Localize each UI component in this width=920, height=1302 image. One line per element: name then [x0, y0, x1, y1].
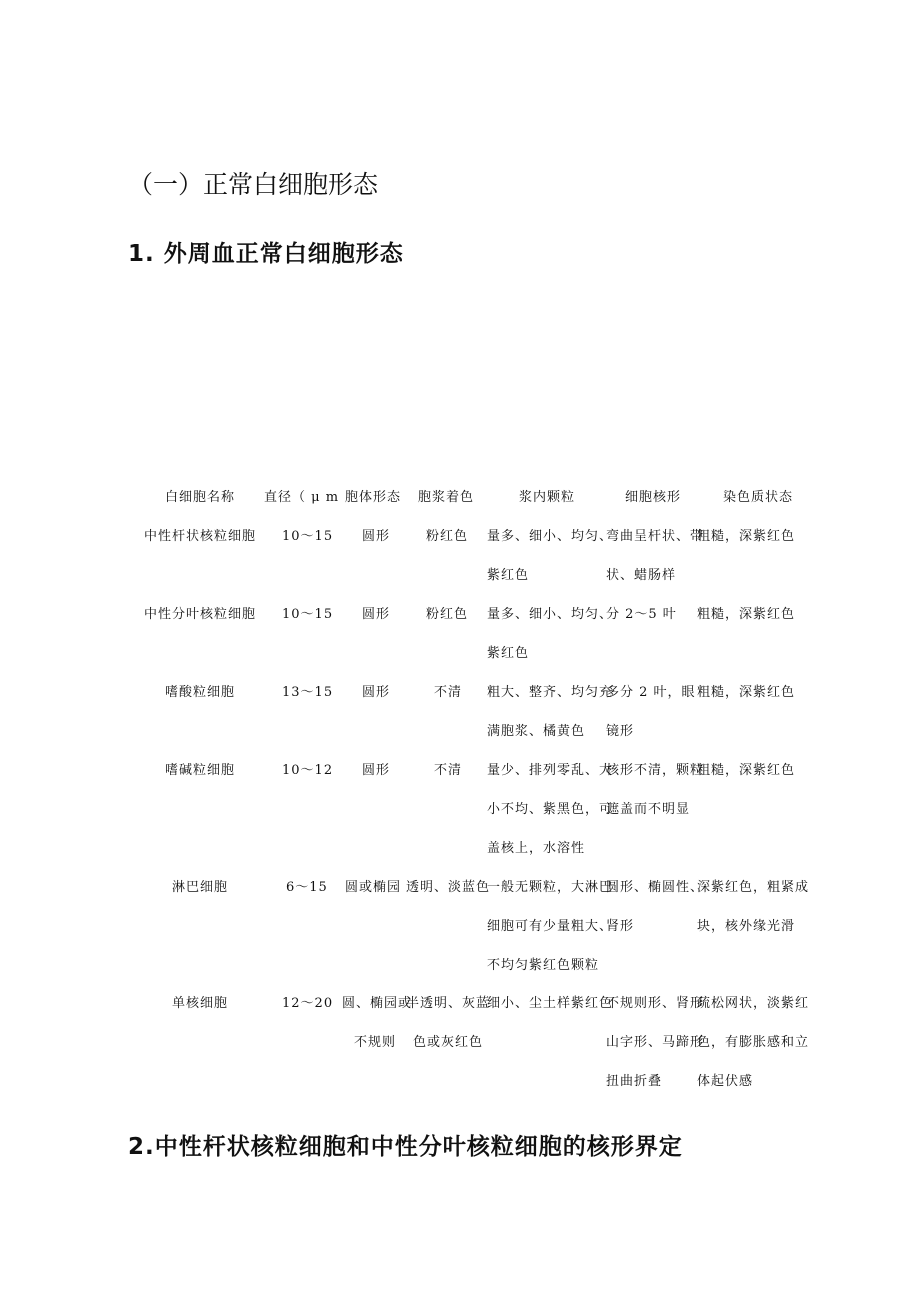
- cell-nucleus: 遮盖而不明显: [606, 802, 691, 817]
- cell-chromatin: 粗糙，深紫红色: [697, 685, 796, 700]
- cell-nucleus: 状、蜡肠样: [606, 568, 677, 583]
- cell-shape: 圆形: [362, 529, 391, 544]
- cell-nucleus: 分 2～5 叶: [606, 607, 677, 622]
- cell-chromatin: 色，有膨胀感和立: [697, 1035, 810, 1050]
- cell-chromatin: 疏松网状，淡紫红: [697, 996, 810, 1011]
- cell-nucleus: 扭曲折叠: [606, 1074, 663, 1089]
- cell-nucleus: 不规则形、肾形: [606, 996, 705, 1011]
- section-heading-2: 2.中性杆状核粒细胞和中性分叶核粒细胞的核形界定: [128, 1134, 683, 1160]
- cell-granules: 量多、细小、均匀、: [487, 529, 614, 544]
- cell-name: 单核细胞: [172, 996, 229, 1011]
- cell-granules: 紫红色: [487, 568, 530, 583]
- cell-granules: 粗大、整齐、均匀充: [487, 685, 614, 700]
- cell-nucleus: 多分 2 叶，眼: [606, 685, 696, 700]
- cell-nucleus: 肾形: [606, 919, 635, 934]
- cell-chromatin: 粗糙，深紫红色: [697, 763, 796, 778]
- cell-name: 中性杆状核粒细胞: [144, 529, 257, 544]
- header-color: 胞浆着色: [418, 490, 475, 505]
- cell-diameter: 10～15: [282, 607, 334, 622]
- section-heading-1: 1. 外周血正常白细胞形态: [128, 241, 404, 267]
- cell-shape: 不规则: [354, 1035, 397, 1050]
- cell-chromatin: 粗糙，深紫红色: [697, 529, 796, 544]
- cell-shape: 圆、椭园或: [342, 996, 413, 1011]
- header-shape: 胞体形态: [345, 490, 402, 505]
- cell-granules: 量多、细小、均匀、: [487, 607, 614, 622]
- cell-nucleus: 核形不清，颗粒: [606, 763, 705, 778]
- doc-title: （一）正常白细胞形态: [128, 170, 379, 199]
- cell-granules: 盖核上，水溶性: [487, 841, 586, 856]
- cell-color: 粉红色: [426, 607, 469, 622]
- cell-diameter: 12～20: [282, 996, 334, 1011]
- cell-name: 中性分叶核粒细胞: [144, 607, 257, 622]
- cell-granules: 量少、排列零乱、大: [487, 763, 614, 778]
- cell-chromatin: 体起伏感: [697, 1074, 754, 1089]
- cell-shape: 圆或椭园: [345, 880, 402, 895]
- cell-nucleus: 山字形、马蹄形: [606, 1035, 705, 1050]
- cell-nucleus: 弯曲呈杆状、带: [606, 529, 705, 544]
- cell-color: 半透明、灰蓝: [406, 996, 491, 1011]
- cell-granules: 细小、尘土样紫红色: [487, 996, 614, 1011]
- cell-granules: 细胞可有少量粗大、: [487, 919, 614, 934]
- cell-shape: 圆形: [362, 685, 391, 700]
- cell-nucleus: 镜形: [606, 724, 635, 739]
- cell-color: 粉红色: [426, 529, 469, 544]
- cell-color: 不清: [434, 685, 463, 700]
- cell-diameter: 13～15: [282, 685, 334, 700]
- cell-nucleus: 圆形、椭圆性、: [606, 880, 705, 895]
- cell-color: 透明、淡蓝色: [406, 880, 491, 895]
- cell-shape: 圆形: [362, 763, 391, 778]
- cell-chromatin: 块，核外缘光滑: [697, 919, 796, 934]
- header-chromatin: 染色质状态: [723, 490, 794, 505]
- cell-granules: 满胞浆、橘黄色: [487, 724, 586, 739]
- header-diameter: 直径（ μ m: [264, 490, 340, 505]
- cell-name: 嗜碱粒细胞: [165, 763, 236, 778]
- cell-granules: 小不均、紫黑色，可: [487, 802, 614, 817]
- cell-diameter: 6～15: [286, 880, 328, 895]
- cell-name: 嗜酸粒细胞: [165, 685, 236, 700]
- cell-color: 色或灰红色: [413, 1035, 484, 1050]
- cell-chromatin: 粗糙，深紫红色: [697, 607, 796, 622]
- cell-shape: 圆形: [362, 607, 391, 622]
- header-name: 白细胞名称: [165, 490, 236, 505]
- cell-color: 不清: [434, 763, 463, 778]
- cell-granules: 一般无颗粒，大淋巴: [487, 880, 614, 895]
- cell-granules: 不均匀紫红色颗粒: [487, 958, 600, 973]
- cell-diameter: 10～12: [282, 763, 334, 778]
- cell-diameter: 10～15: [282, 529, 334, 544]
- cell-name: 淋巴细胞: [172, 880, 229, 895]
- header-granules: 浆内颗粒: [519, 490, 576, 505]
- cell-chromatin: 深紫红色，粗紧成: [697, 880, 810, 895]
- header-nucleus: 细胞核形: [625, 490, 682, 505]
- cell-granules: 紫红色: [487, 646, 530, 661]
